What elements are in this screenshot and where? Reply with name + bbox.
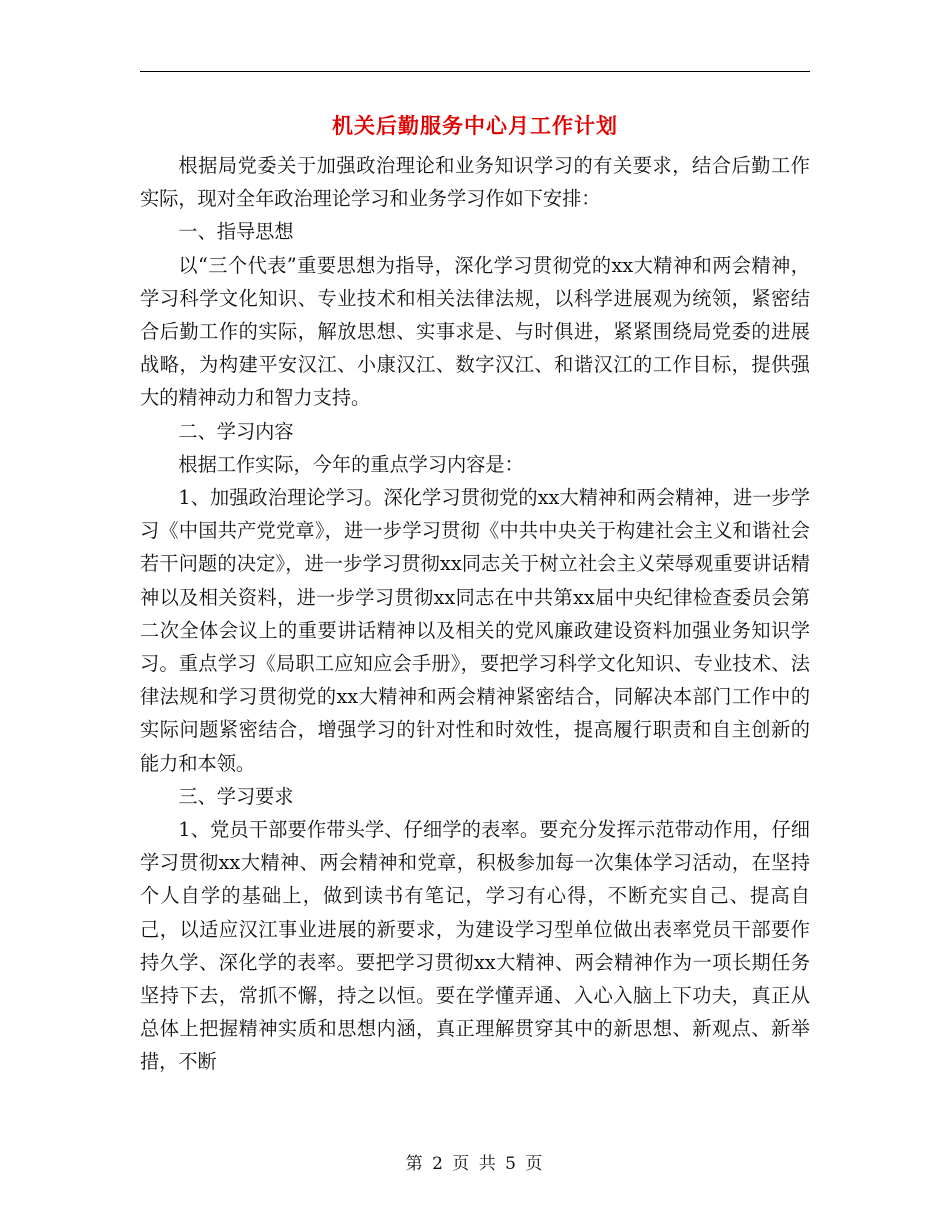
paragraph-political-study: 1、加强政治理论学习。深化学习贯彻党的xx大精神和两会精神，进一步学习《中国共产党党章》，进一步学习贯彻《中共中央关于构建社会主义和谐社会若干问题的决定》，进一步学习贯彻xx同志关于树立社会主义荣辱观重要讲话精神以及相关资料，进一步学习贯彻xx同志在中共第xx届中央纪律检查委员会第二次全体会议上的重要讲话精神以及相关的党风廉政建设资料加强业务知识学习。重点学习《局职工应知应会手册》，要把学习科学文化知识、专业技术、法律法规和学习贯彻党的xx大精神和两会精神紧密结合，同解决本部门工作中的实际问题紧密结合，增强学习的针对性和时效性，提高履行职责和自主创新的能力和本领。 — [140, 486, 810, 775]
section-heading-study-content: 二、学习内容 — [178, 419, 294, 443]
paragraph-intro: 根据局党委关于加强政治理论和业务知识学习的有关要求，结合后勤工作实际，现对全年政治理论学习和业务学习作如下安排： — [140, 154, 810, 211]
document-body — [140, 149, 810, 1079]
paragraph-cadre-requirements: 1、党员干部要作带头学、仔细学的表率。要充分发挥示范带动作用，仔细学习贯彻xx大精神、两会精神和党章，积极参加每一次集体学习活动，在坚持个人自学的基础上，做到读书有笔记，学习有心得，不断充实自己、提高自己，以适应汉江事业进展的新要求，为建设学习型单位做出表率党员干部要作持久学、深化学的表率。要把学习贯彻xx大精神、两会精神作为一项长期任务坚持下去，常抓不懈，持之以恒。要在学懂弄通、入心入脑上下功夫，真正从总体上把握精神实质和思想内涵，真正理解贯穿其中的新思想、新观点、新举措，不断 — [140, 818, 810, 1074]
header-rule — [140, 71, 810, 72]
page-number-footer: 第 2 页 共 5 页 — [405, 1154, 545, 1174]
section-heading-study-requirements: 三、学习要求 — [178, 784, 294, 808]
section-heading-guiding-thought: 一、指导思想 — [178, 220, 294, 244]
paragraph-guiding-thought: 以“三个代表”重要思想为指导，深化学习贯彻党的xx大精神和两会精神，学习科学文化知识、专业技术和相关法律法规，以科学进展观为统领，紧密结合后勤工作的实际，解放思想、实事求是、与时俱进，紧紧围绕局党委的进展战略，为构建平安汉江、小康汉江、数字汉江、和谐汉江的工作目标，提供强大的精神动力和智力支持。 — [140, 253, 810, 410]
document-title: 机关后勤服务中心月工作计划 — [332, 113, 618, 138]
paragraph-study-content-intro: 根据工作实际，今年的重点学习内容是： — [178, 452, 524, 476]
